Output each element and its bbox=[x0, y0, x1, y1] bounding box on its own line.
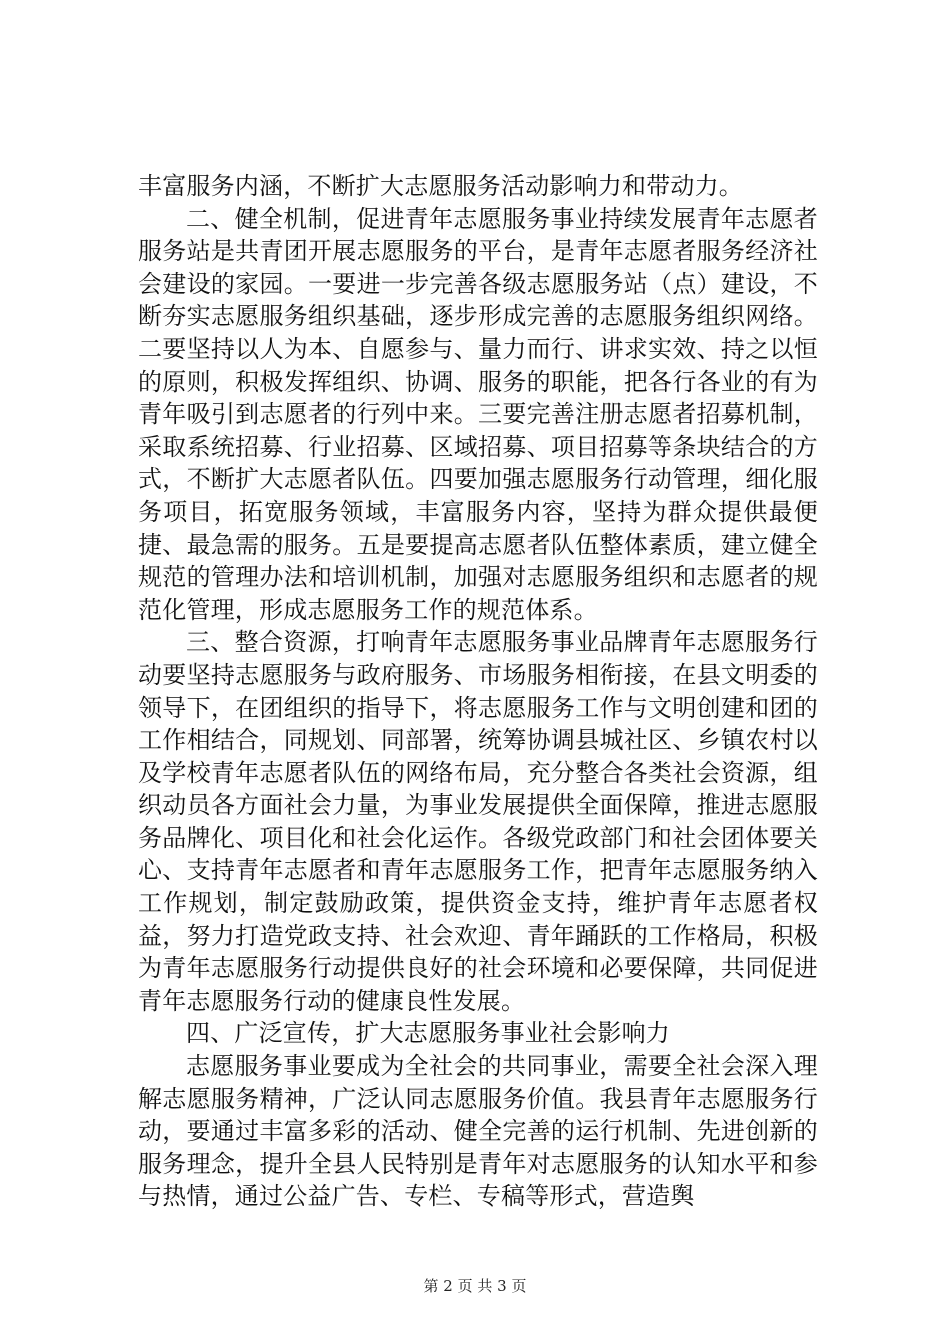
paragraph-section-two: 二、健全机制，促进青年志愿服务事业持续发展青年志愿者服务站是共青团开展志愿服务的平台，是青年志愿者服务经济社会建设的家园。一要进一步完善各级志愿服务站（点）建设，不断夯实志愿服务组织基础，逐步形成完善的志愿服务组织网络。二要坚持以人为本、自愿参与、量力而行、讲求实效、持之以恒的原则，积极发挥组织、协调、服务的职能，把各行各业的有为青年吸引到志愿者的行列中来。三要完善注册志愿者招募机制，采取系统招募、行业招募、区域招募、项目招募等条块结合的方式，不断扩大志愿者队伍。四要加强志愿服务行动管理，细化服务项目，拓宽服务领域，丰富服务内容，坚持为群众提供最便捷、最急需的服务。五是要提高志愿者队伍整体素质，建立健全规范的管理办法和培训机制，加强对志愿服务组织和志愿者的规范化管理，形成志愿服务工作的规范体系。 bbox=[138, 204, 818, 624]
paragraph-section-three: 三、整合资源，打响青年志愿服务事业品牌青年志愿服务行动要坚持志愿服务与政府服务、市场服务相衔接，在县文明委的领导下，在团组织的指导下，将志愿服务工作与文明创建和团的工作相结合，同规划、同部署，统筹协调县城社区、乡镇农村以及学校青年志愿者队伍的网络布局，充分整合各类社会资源，组织动员各方面社会力量，为事业发展提供全面保障，推进志愿服务品牌化、项目化和社会化运作。各级党政部门和社会团体要关心、支持青年志愿者和青年志愿服务工作，把青年志愿服务纳入工作规划，制定鼓励政策，提供资金支持，维护青年志愿者权益，努力打造党政支持、社会欢迎、青年踊跃的工作格局，积极为青年志愿服务行动提供良好的社会环境和必要保障，共同促进青年志愿服务行动的健康良性发展。 bbox=[138, 628, 818, 1015]
paragraph-section-four: 志愿服务事业要成为全社会的共同事业，需要全社会深入理解志愿服务精神，广泛认同志愿服务价值。我县青年志愿服务行动，要通过丰富多彩的活动、健全完善的运行机制、先进创新的服务理念，提升全县人民特别是青年对志愿服务的认知水平和参与热情，通过公益广告、专栏、专稿等形式，营造舆 bbox=[138, 1052, 818, 1211]
document-body bbox=[138, 170, 818, 1213]
section-four-heading: 四、广泛宣传，扩大志愿服务事业社会影响力 bbox=[186, 1019, 670, 1048]
paragraph-continuation: 丰富服务内涵，不断扩大志愿服务活动影响力和带动力。 bbox=[138, 172, 743, 200]
page-number-footer: 第 2 页 共 3 页 bbox=[423, 1277, 527, 1295]
